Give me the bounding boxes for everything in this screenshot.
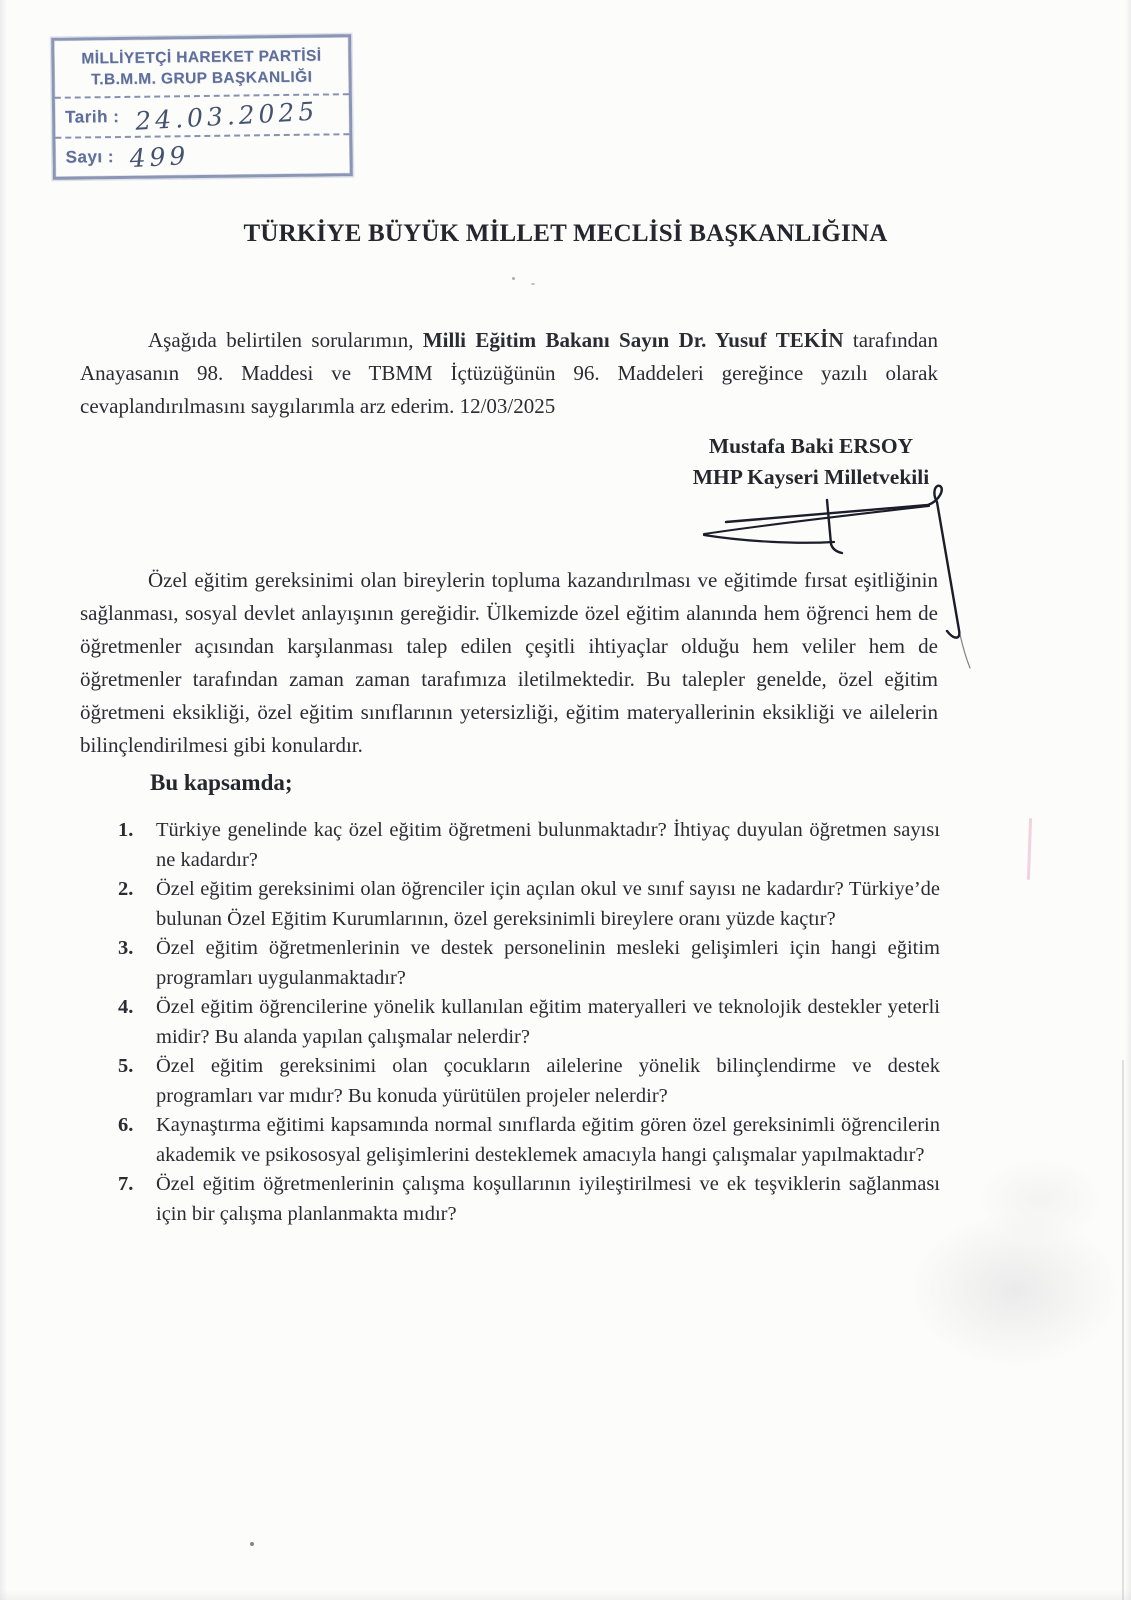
section-heading: Bu kapsamda;: [150, 770, 293, 795]
question-item-3: Özel eğitim öğretmenlerinin ve destek personelinin mesleki gelişimleri için hangi eğitim programları uygulanmaktadır?: [156, 937, 940, 989]
intro-text-post: tarafından Anayasanın 98. Maddesi ve TBMM İçtüzüğünün 96. Maddeleri gereğince yazılı olarak cevaplandırılmasını saygılarımla arz ederim. 12/03/2025: [80, 328, 939, 418]
intro-text-pre: Aşağıda belirtilen sorularımın,: [148, 328, 423, 352]
stamp-number-handwritten: 499: [129, 140, 191, 174]
intro-paragraph: [80, 324, 938, 423]
question-item-6: Kaynaştırma eğitimi kapsamında normal sınıflarda eğitim gören özel gereksinimli öğrencilerin akademik ve psikososyal gelişimlerini desteklemek amacıyla hangi çalışmalar yapılmaktadır?: [156, 1114, 940, 1166]
question-item-1: Türkiye genelinde kaç özel eğitim öğretmeni bulunmaktadır? İhtiyaç duyulan öğretmen sayısı ne kadardır?: [156, 819, 940, 871]
party-group-stamp: [51, 34, 353, 180]
stamp-header: [54, 37, 349, 97]
stamp-party-name: MİLLİYETÇİ HAREKET PARTİSİ: [81, 47, 322, 68]
question-item-4: Özel eğitim öğrencilerine yönelik kullanılan eğitim materyalleri ve teknolojik destekler yeterli midir? Bu alanda yapılan çalışmalar nelerdir?: [156, 996, 940, 1048]
scan-speck: [512, 277, 515, 280]
question-list: [118, 816, 940, 1229]
paper-edge-line: [1122, 1060, 1124, 1600]
minister-name-bold: Milli Eğitim Bakanı Sayın Dr. Yusuf TEKİN: [422, 328, 844, 352]
stamp-date-label: Tarih :: [64, 106, 120, 127]
body-paragraph: Özel eğitim gereksinimi olan bireylerin topluma kazandırılması ve eğitimde fırsat eşitliğinin sağlanması, sosyal devlet anlayışının gereğidir. Ülkemizde özel eğitim alanında hem öğrenci hem de öğretmenler açısından karşılanması talep edilen çeşitli ihtiyaçlar olduğu hem veliler hem de öğretmenler tarafından zaman zaman tarafımıza iletilmektedir. Bu talepler genelde, özel eğitim öğretmeni eksikliği, özel eğitim sınıflarının yetersizliği, eğitim materyallerinin eksikliği ve ailelerin bilinçlendirilmesi gibi konulardır.: [80, 568, 938, 757]
document-title: TÜRKİYE BÜYÜK MİLLET MECLİSİ BAŞKANLIĞINA: [243, 220, 888, 247]
question-item-5: Özel eğitim gereksinimi olan çocukların ailelerine yönelik bilinçlendirme ve destek programları var mıdır? Bu konuda yürütülen projeler nelerdir?: [156, 1055, 940, 1107]
stamp-number-label: Sayı :: [65, 146, 115, 167]
stamp-office-name: T.B.M.M. GRUP BAŞKANLIĞI: [90, 68, 313, 89]
signer-name: Mustafa Baki ERSOY: [708, 434, 914, 458]
stamp-number-row: [55, 133, 349, 177]
question-item-7: Özel eğitim öğretmenlerinin çalışma koşullarının iyileştirilmesi ve ek teşviklerin sağlanması için bir çalışma planlanmakta mıdır?: [156, 1173, 940, 1225]
signer-title: MHP Kayseri Milletvekili: [692, 465, 930, 489]
pink-ink-smudge: [1027, 818, 1032, 880]
question-item-2: Özel eğitim gereksinimi olan öğrenciler için açılan okul ve sınıf sayısı ne kadardır? Türkiye’de bulunan Özel Eğitim Kurumlarının, özel gereksinimli bireylere oranı yüzde kaçtır?: [156, 878, 940, 930]
scan-speck: [250, 1542, 254, 1546]
scan-speck: [531, 283, 535, 285]
stamp-date-handwritten: 24.03.2025: [134, 96, 320, 136]
stamp-date-row: [55, 93, 349, 137]
signature-block: [682, 431, 940, 493]
